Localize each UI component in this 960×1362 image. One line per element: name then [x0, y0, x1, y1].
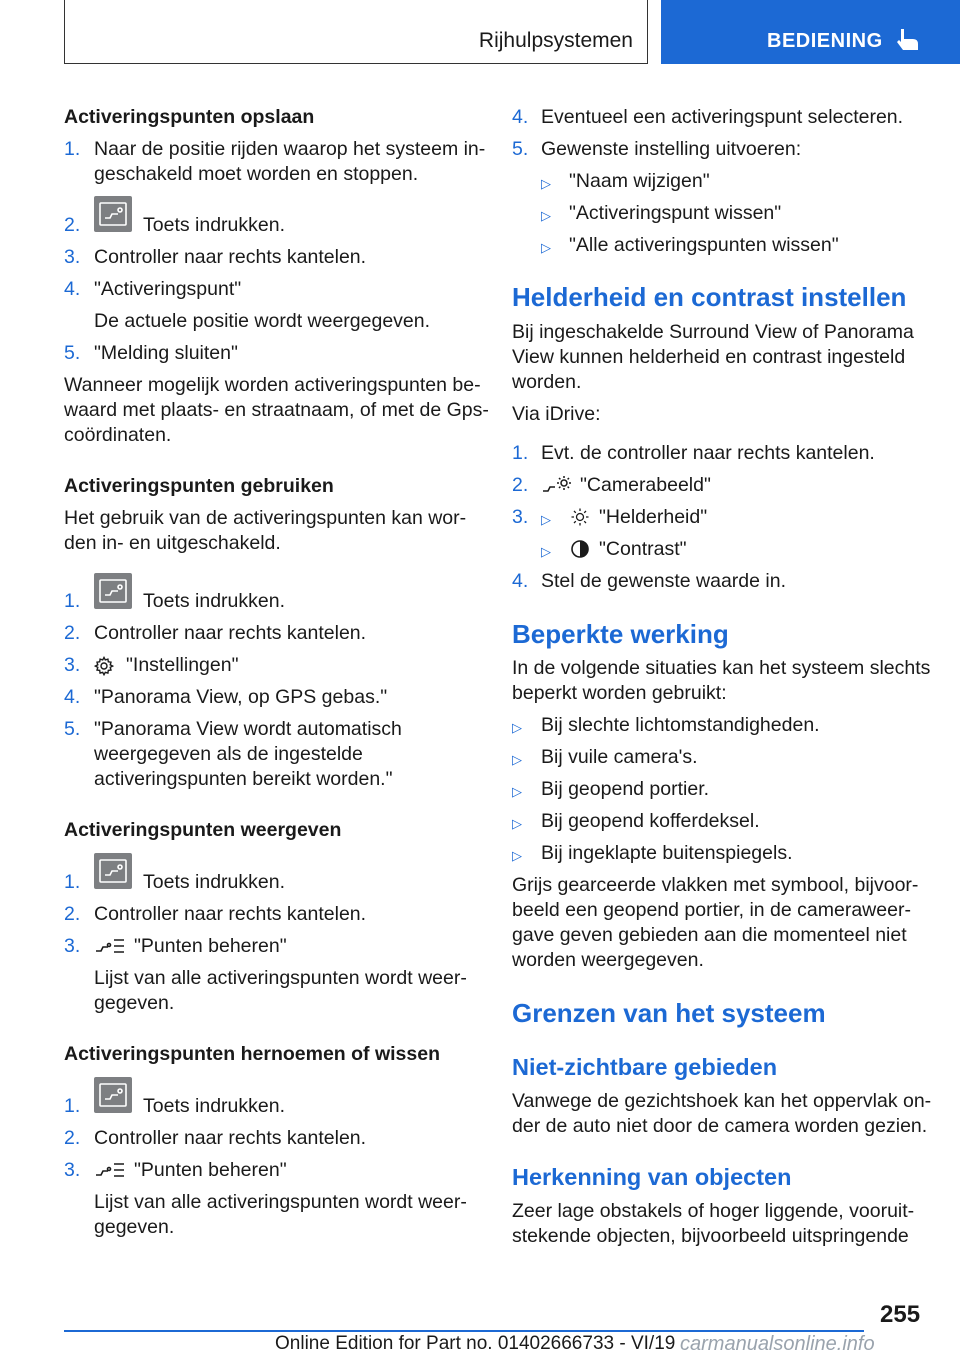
paragraph-line: beeld een geopend portier, in de cameraweer-	[512, 899, 911, 921]
paragraph-line: Zeer lage obstakels of hoger liggende, vooruit-	[512, 1200, 915, 1222]
list-item: Bij geopend portier.	[541, 778, 710, 800]
step-text: Naar de positie rijden waarop het systeem in-	[94, 138, 486, 160]
paragraph-line: waard met plaats- en straatnaam, of met de Gps-	[64, 399, 489, 421]
sub-option: "Activeringspunt wissen"	[569, 202, 782, 224]
step-text: Lijst van alle activeringspunten wordt weer-	[94, 1191, 467, 1213]
paragraph-line: In de volgende situaties kan het systeem slechts	[512, 657, 931, 679]
step-number: 2.	[64, 214, 81, 236]
paragraph-line: worden.	[512, 371, 582, 393]
step-text: "Activeringspunt"	[94, 278, 242, 300]
step-text: Evt. de controller naar rechts kantelen.	[541, 442, 875, 464]
brightness-icon	[570, 507, 590, 527]
step-number: 3.	[64, 1159, 81, 1181]
footer-edition: Online Edition for Part no. 01402666733 - VI/19	[275, 1333, 676, 1354]
watermark: carmanualsonline.info	[680, 1333, 875, 1355]
step-text: Controller naar rechts kantelen.	[94, 903, 367, 925]
step-text: Lijst van alle activeringspunten wordt weer-	[94, 967, 467, 989]
step-text: "Punten beheren"	[134, 935, 287, 957]
step-text: "Helderheid"	[599, 506, 708, 528]
paragraph-line: den in- en uitgeschakeld.	[64, 532, 281, 554]
step-text: De actuele positie wordt weergegeven.	[94, 310, 431, 332]
bullet-triangle-icon: ▷	[541, 240, 551, 255]
step-number: 3.	[512, 506, 529, 528]
header-chapter-tab[interactable]	[661, 0, 960, 64]
footer-divider	[64, 1330, 864, 1332]
paragraph-line: Grijs gearceerde vlakken met symbool, bijvoor-	[512, 874, 919, 896]
bullet-triangle-icon: ▷	[512, 784, 522, 799]
step-text: Controller naar rechts kantelen.	[94, 622, 367, 644]
paragraph-line: Vanwege de gezichtshoek kan het oppervlak on-	[512, 1090, 932, 1112]
paragraph-line: der de auto niet door de camera worden gezien.	[512, 1115, 928, 1137]
header-section-title: Rijhulpsystemen	[478, 29, 633, 52]
sub-option: "Alle activeringspunten wissen"	[569, 234, 839, 256]
step-number: 2.	[64, 1127, 81, 1149]
bullet-triangle-icon: ▷	[541, 544, 551, 559]
heading-object-detection: Herkenning van objecten	[512, 1164, 792, 1190]
step-number: 2.	[64, 903, 81, 925]
step-text: "Panorama View, op GPS gebas."	[94, 686, 388, 708]
contrast-icon	[570, 539, 590, 559]
step-text: weergegeven als de ingestelde	[94, 743, 363, 765]
page-number: 255	[880, 1301, 921, 1328]
paragraph-line: Bij ingeschakelde Surround View of Panorama	[512, 321, 914, 343]
paragraph-line: worden weergegeven.	[512, 949, 704, 971]
bullet-triangle-icon: ▷	[512, 752, 522, 767]
step-number: 4.	[512, 570, 529, 592]
paragraph-line: Het gebruik van de activeringspunten kan wor-	[64, 507, 467, 529]
camera-settings-button-icon[interactable]	[94, 853, 132, 889]
heading-invisible-areas: Niet-zichtbare gebieden	[512, 1054, 778, 1080]
section-title-show: Activeringspunten weergeven	[64, 819, 342, 841]
step-number: 1.	[64, 590, 81, 612]
step-number: 4.	[512, 106, 529, 128]
camera-settings-button-icon[interactable]	[94, 1077, 132, 1113]
heading-brightness-contrast: Helderheid en contrast instellen	[512, 282, 907, 312]
paragraph-line: coördinaten.	[64, 424, 172, 446]
step-number: 5.	[512, 138, 529, 160]
step-text: "Instellingen"	[126, 654, 239, 676]
sub-option: "Naam wijzigen"	[569, 170, 710, 192]
step-text: Stel de gewenste waarde in.	[541, 570, 786, 592]
list-points-icon	[94, 1161, 126, 1181]
step-number: 5.	[64, 342, 81, 364]
step-text: geschakeld moet worden en stoppen.	[94, 163, 419, 185]
bullet-triangle-icon: ▷	[512, 720, 522, 735]
step-number: 3.	[64, 246, 81, 268]
section-title-rename: Activeringspunten hernoemen of wissen	[64, 1043, 440, 1065]
step-text: Toets indrukken.	[143, 590, 285, 612]
heading-system-limits: Grenzen van het systeem	[512, 998, 826, 1028]
bullet-triangle-icon: ▷	[512, 816, 522, 831]
list-item: Bij ingeklapte buitenspiegels.	[541, 842, 793, 864]
step-number: 1.	[512, 442, 529, 464]
step-text: activeringspunten bereikt worden."	[94, 768, 393, 790]
bullet-triangle-icon: ▷	[541, 176, 551, 191]
header-chapter-title: BEDIENING	[767, 30, 883, 52]
step-text: "Melding sluiten"	[94, 342, 238, 364]
bullet-triangle-icon: ▷	[541, 208, 551, 223]
step-number: 1.	[64, 871, 81, 893]
paragraph-line: Wanneer mogelijk worden activeringspunten be-	[64, 374, 481, 396]
paragraph-line: stekende objecten, bijvoorbeeld uitspringende	[512, 1225, 909, 1247]
step-text: "Panorama View wordt automatisch	[94, 718, 402, 740]
step-number: 4.	[64, 686, 81, 708]
section-title-save: Activeringspunten opslaan	[64, 106, 315, 128]
list-item: Bij vuile camera's.	[541, 746, 698, 768]
paragraph-line: beperkt worden gebruikt:	[512, 682, 727, 704]
bullet-triangle-icon: ▷	[512, 848, 522, 863]
step-text: Toets indrukken.	[143, 214, 285, 236]
header-section-box	[64, 0, 648, 64]
camera-settings-button-icon[interactable]	[94, 573, 132, 609]
step-number: 1.	[64, 138, 81, 160]
step-text: "Contrast"	[599, 538, 687, 560]
step-text: Gewenste instelling uitvoeren:	[541, 138, 802, 160]
camera-settings-button-icon[interactable]	[94, 196, 132, 232]
step-text: gegeven.	[94, 1216, 175, 1238]
step-number: 1.	[64, 1095, 81, 1117]
step-text: "Camerabeeld"	[580, 474, 711, 496]
step-text: Controller naar rechts kantelen.	[94, 1127, 367, 1149]
step-text: Eventueel een activeringspunt selecteren.	[541, 106, 904, 128]
step-number: 2.	[64, 622, 81, 644]
list-item: Bij slechte lichtomstandigheden.	[541, 714, 820, 736]
step-text: Toets indrukken.	[143, 1095, 285, 1117]
camera-image-icon	[541, 474, 573, 496]
step-number: 3.	[64, 654, 81, 676]
step-number: 5.	[64, 718, 81, 740]
gear-icon	[94, 656, 114, 676]
bullet-triangle-icon: ▷	[541, 512, 551, 527]
step-text: gegeven.	[94, 992, 175, 1014]
list-points-icon	[94, 937, 126, 957]
step-text: Toets indrukken.	[143, 871, 285, 893]
paragraph-line: gave geven gebieden aan die momenteel niet	[512, 924, 907, 946]
section-title-use: Activeringspunten gebruiken	[64, 475, 334, 497]
pointing-hand-icon	[893, 26, 921, 54]
step-text: "Punten beheren"	[134, 1159, 287, 1181]
list-item: Bij geopend kofferdeksel.	[541, 810, 760, 832]
heading-limited-function: Beperkte werking	[512, 619, 729, 649]
step-number: 3.	[64, 935, 81, 957]
paragraph-line: View kunnen helderheid en contrast ingesteld	[512, 346, 906, 368]
step-number: 4.	[64, 278, 81, 300]
step-number: 2.	[512, 474, 529, 496]
paragraph-line: Via iDrive:	[512, 403, 601, 425]
step-text: Controller naar rechts kantelen.	[94, 246, 367, 268]
